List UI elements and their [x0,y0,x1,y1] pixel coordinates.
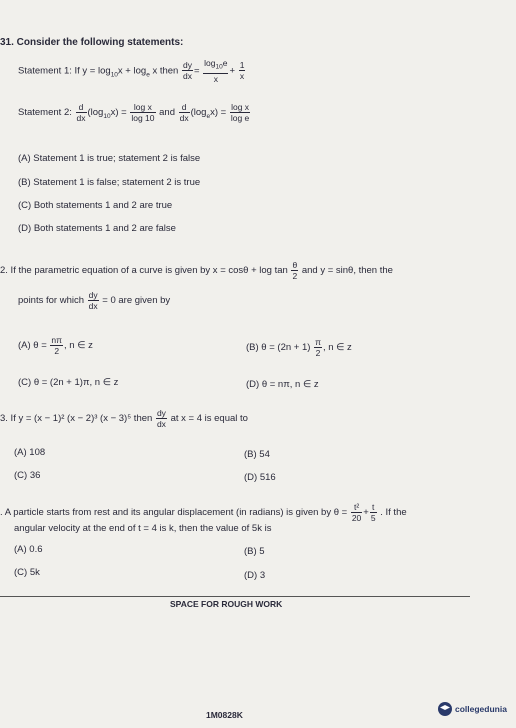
lead: (A) θ = [18,340,47,352]
den: log e [230,113,250,123]
den: x [239,71,245,82]
log: log [204,58,216,68]
den: 5 [370,513,376,523]
sub: e [206,112,211,120]
q31-option-b[interactable]: (B) Statement 1 is false; statement 2 is true [18,177,201,188]
num: dy [88,290,98,300]
q32-option-c[interactable]: (C) θ = (2n + 1)π, n ∈ z [18,377,119,388]
s1-sube: e [146,71,150,79]
q34-option-a[interactable]: (A) 0.6 [14,544,43,555]
num: dy [156,408,166,418]
q33-prompt [0,408,248,429]
den: 2 [315,348,321,358]
den: 2 [54,346,60,356]
q31-option-c[interactable]: (C) Both statements 1 and 2 are true [18,200,173,211]
num: d [76,102,87,113]
num [203,58,228,74]
den: x [213,73,218,84]
q34-option-c[interactable]: (C) 5k [14,567,40,578]
log10e-fraction [203,58,228,84]
lead: (B) θ = (2n + 1) [246,342,311,354]
den: dx [76,113,86,123]
num: θ [292,260,298,270]
logx-log10-fraction [130,102,155,123]
num: d [179,102,190,113]
tail: , n ∈ z [322,342,352,354]
paper-code: 1M0828K [206,710,243,720]
den: dx [156,419,166,429]
q31-option-a[interactable]: (A) Statement 1 is true; statement 2 is false [18,153,201,164]
theta-over-2-fraction [291,260,298,281]
t2-over-20-fraction [351,502,362,523]
pi-over-2-fraction [314,337,322,358]
den: dx [179,113,189,123]
s1-after: x then [152,65,179,77]
q33-option-d[interactable]: (D) 516 [244,472,276,483]
lead: 3. If y = (x − 1)² (x − 2)³ (x − 3)⁵ then [0,413,153,425]
num: log x [231,102,250,112]
num: t [370,502,377,513]
sub: 10 [103,112,111,120]
q32-line2 [18,290,170,311]
tail: . If the [380,507,407,519]
q32-option-d[interactable]: (D) θ = nπ, n ∈ z [246,379,319,390]
den: dx [88,301,98,311]
q34-option-b[interactable]: (B) 5 [244,546,265,557]
num: dy [182,60,192,71]
tail: x) = [110,107,127,119]
tail: x) = [210,107,227,119]
brand-name: collegedunia [455,704,507,714]
plus: + [229,65,236,77]
npi-over-2-fraction [50,335,63,356]
s1-text: Statement 1: If y = log [18,65,111,77]
q32-option-b[interactable] [246,337,352,358]
q34-line1 [0,502,407,523]
dy-dx-fraction [182,60,193,81]
s2-lead: Statement 2: [18,107,72,119]
dy-dx-fraction [156,408,167,429]
d-dx-fraction-2 [179,102,190,123]
tail: = 0 are given by [102,295,171,307]
den: log 10 [131,113,155,123]
q32-option-a[interactable] [18,335,93,356]
tail: and y = sinθ, then the [301,265,393,277]
tail: e [222,58,228,68]
q33-option-c[interactable]: (C) 36 [14,470,41,481]
and: and [159,107,175,119]
tail: at x = 4 is equal to [170,413,248,425]
q31-option-d[interactable]: (D) Both statements 1 and 2 are false [18,223,176,234]
dy-dx-fraction [88,290,99,311]
lead: points for which [18,295,85,307]
d-dx-fraction [76,102,87,123]
q33-option-a[interactable]: (A) 108 [14,447,46,458]
num: π [315,337,321,347]
den: 20 [351,513,362,523]
q31-statement2 [18,102,251,123]
graduation-cap-icon [438,702,452,716]
s1-sub: 10 [110,71,118,79]
num: nπ [51,335,63,345]
s1-mid: x + log [117,65,147,77]
q34-line2: angular velocity at the end of t = 4 is k, then the value of 5k is [14,523,272,534]
t-over-5-fraction [370,502,377,523]
den: 2 [292,271,298,281]
one-over-x-fraction [239,60,246,81]
q33-option-b[interactable]: (B) 54 [244,449,270,460]
eq: = [193,65,200,77]
q32-line1 [0,260,393,281]
num: t² [351,502,362,513]
tail: , n ∈ z [64,340,93,352]
q31-statement1 [18,58,246,84]
q34-option-d[interactable]: (D) 3 [244,570,266,581]
num: 1 [239,60,245,71]
text: 2. If the parametric equation of a curve is given by x = cosθ + log tan [0,265,288,277]
rough-work-label: SPACE FOR ROUGH WORK [170,599,283,609]
brand-logo [438,697,512,721]
logx-loge-fraction [230,102,250,123]
text: . A particle starts from rest and its angular displacement (in radians) is given by θ = [0,507,348,519]
num: log x [130,102,155,113]
rough-work-divider [0,596,470,597]
plus: + [363,507,369,519]
open: (log [190,107,207,119]
sub: 10 [215,63,223,71]
open: (log [87,107,104,119]
q31-prompt: 31. Consider the following statements: [0,37,184,48]
den: dx [182,71,192,82]
